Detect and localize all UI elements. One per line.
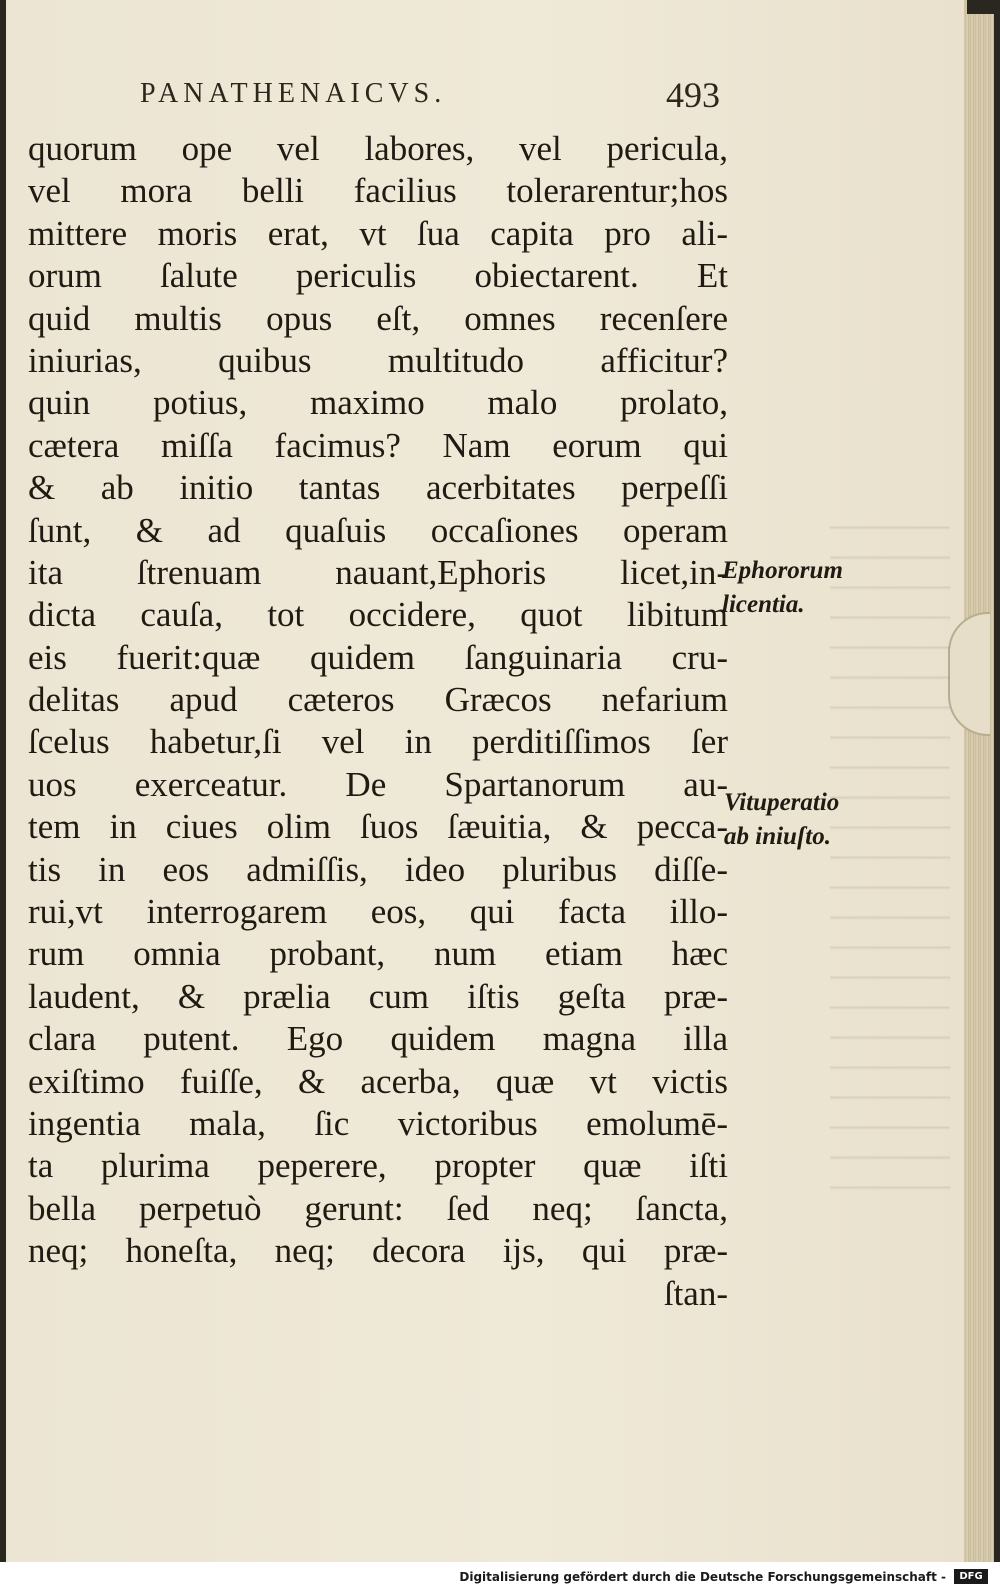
text-line: bella perpetuò gerunt: ſed neq; ſancta,	[28, 1188, 728, 1228]
text-line: ingentia mala, ſic victoribus emolumē-	[28, 1103, 728, 1143]
digitization-footer	[0, 1562, 1000, 1592]
margin-note-line: Vituperatio	[724, 789, 840, 816]
main-text	[28, 128, 728, 1315]
text-line: ta plurima peperere, propter quæ iſti	[28, 1146, 728, 1186]
dfg-logo: DFG	[954, 1569, 988, 1584]
funding-credit: Digitalisierung gefördert durch die Deutsche Forschungsgemeinschaft -	[459, 1570, 946, 1584]
catchword: ſtan-	[663, 1273, 728, 1313]
text-line: eis fuerit:quæ quidem ſanguinaria cru-	[28, 637, 728, 677]
text-line: vel mora belli facilius tolerarentur;hos	[28, 171, 728, 211]
page-number: 493	[666, 75, 720, 115]
text-line: rum omnia probant, num etiam hæc	[28, 934, 728, 974]
page-header	[140, 74, 720, 122]
text-line: clara putent. Ego quidem magna illa	[28, 1019, 728, 1059]
text-line: quorum ope vel labores, vel pericula,	[28, 129, 728, 168]
text-line: dicta cauſa, tot occidere, quot libitum	[28, 595, 728, 635]
margin-note-vituperatio	[724, 786, 839, 854]
margin-note-line: licentia.	[722, 591, 805, 618]
text-line: ſunt, & ad quaſuis occaſiones operam	[28, 510, 728, 550]
running-head: PANATHENAICVS.	[140, 78, 447, 109]
text-line: delitas apud cæteros Græcos nefarium	[28, 680, 728, 720]
text-line: exiſtimo fuiſſe, & acerba, quæ vt victis	[28, 1061, 728, 1101]
text-line: quid multis opus eſt, omnes recenſere	[28, 298, 728, 338]
bleed-through-text	[830, 500, 950, 1200]
text-line: tem in ciues olim ſuos ſæuitia, & pecca-	[28, 807, 728, 847]
page-edges	[964, 14, 994, 1562]
text-line: quin potius, maximo malo prolato,	[28, 383, 728, 423]
text-line: neq; honeſta, neq; decora ijs, qui præ-	[28, 1231, 728, 1271]
text-line: ſcelus habetur,ſi vel in perditiſſimos ſer	[28, 722, 728, 762]
text-line: mittere moris erat, vt ſua capita pro ali-	[28, 213, 728, 253]
text-line: ita ſtrenuam nauant,Ephoris licet,in-	[28, 552, 728, 592]
text-line: uos exerceatur. De Spartanorum au-	[28, 764, 728, 804]
text-line: iniurias, quibus multitudo afficitur?	[28, 340, 728, 380]
margin-note-line: Ephororum	[722, 557, 843, 584]
margin-note-line: ab iniuſto.	[724, 823, 831, 850]
text-line: cætera miſſa facimus? Nam eorum qui	[28, 425, 728, 465]
margin-note-ephori	[722, 554, 843, 622]
text-line: laudent, & prælia cum iſtis geſta præ-	[28, 976, 728, 1016]
text-line: rui,vt interrogarem eos, qui facta illo-	[28, 892, 728, 932]
text-line: tis in eos admiſſis, ideo pluribus diſſe-	[28, 849, 728, 889]
text-line: & ab initio tantas acerbitates perpeſſi	[28, 468, 728, 508]
text-line: orum ſalute periculis obiectarent. Et	[28, 256, 728, 296]
page-clip	[948, 612, 990, 736]
